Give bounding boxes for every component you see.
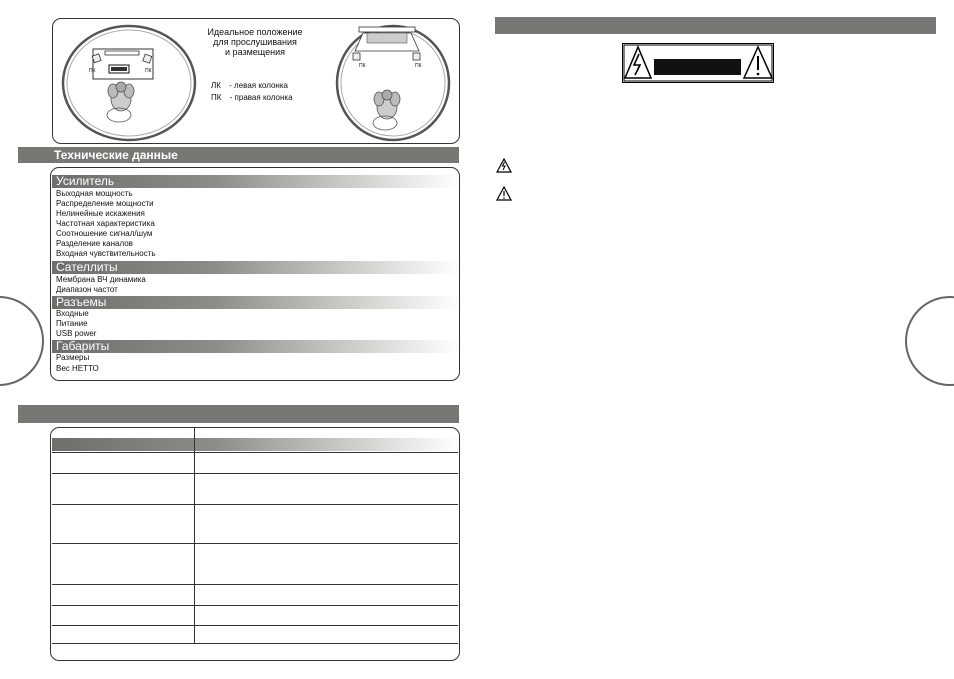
table-row-divider	[52, 605, 458, 606]
spec-label: Нелинейные искажения	[56, 209, 145, 218]
spec-label: Частотная характеристика	[56, 219, 155, 228]
table-row-divider	[52, 452, 458, 453]
spec-label: USB power	[56, 329, 97, 338]
section-bar	[18, 405, 459, 423]
spec-label: Мембрана ВЧ динамика	[56, 275, 146, 284]
spec-label: Диапазон частот	[56, 285, 118, 294]
caution-black-bar	[654, 59, 741, 75]
page-tab-circle	[905, 296, 954, 386]
left-diagram-right-tag: ПК	[145, 68, 152, 74]
legend-code: ПК	[211, 93, 222, 102]
legend-code: ЛК	[211, 81, 221, 90]
spec-label: Разделение каналов	[56, 239, 133, 248]
table-row-divider	[52, 473, 458, 474]
table-row-divider	[52, 643, 458, 644]
group-title: Сателлиты	[56, 260, 118, 274]
legend-left	[211, 81, 288, 91]
desk-icon	[359, 27, 415, 32]
right-diagram-left-tag: ПК	[359, 63, 366, 69]
safety-section-bar	[495, 17, 936, 34]
lightning-warning-icon	[496, 158, 512, 173]
left-diagram-left-tag: ПК	[89, 68, 96, 74]
table-row-divider	[52, 625, 458, 626]
legend-right	[211, 93, 293, 103]
group-header-connectors	[52, 296, 458, 309]
left-speaker-icon	[353, 53, 360, 60]
spec-label: Выходная мощность	[56, 189, 133, 198]
spec-label: Распределение мощности	[56, 199, 154, 208]
table-row-divider	[52, 504, 458, 505]
spec-label: Входная чувствительность	[56, 249, 156, 258]
spec-label: Вес НЕТТО	[56, 364, 99, 373]
group-title: Габариты	[56, 339, 110, 353]
placement-title	[185, 27, 325, 57]
placement-title-line: Идеальное положение	[207, 27, 303, 37]
spec-label: Соотношение сигнал/шум	[56, 229, 153, 238]
group-title: Усилитель	[56, 174, 115, 188]
table-row-divider	[52, 584, 458, 585]
page-tab-circle	[0, 296, 44, 386]
table-column-divider	[194, 427, 195, 643]
exclamation-warning-icon	[496, 186, 512, 201]
spec-label: Питание	[56, 319, 88, 328]
spec-label: Размеры	[56, 353, 90, 362]
placement-title-line: для прослушивания	[213, 37, 297, 47]
tech-title: Технические данные	[54, 148, 178, 162]
caution-label	[622, 43, 774, 83]
right-listening-diagram	[333, 21, 457, 143]
right-diagram-right-tag: ПК	[415, 63, 422, 69]
table-row-divider	[52, 543, 458, 544]
placement-panel	[52, 18, 460, 144]
group-header-satellites	[52, 261, 458, 274]
room-circle	[63, 26, 195, 140]
group-header-amplifier	[52, 175, 458, 188]
table-header	[52, 438, 458, 451]
right-speaker-icon	[413, 53, 420, 60]
group-header-dimensions	[52, 340, 458, 353]
placement-title-line: и размещения	[225, 47, 285, 57]
legend-text: - правая колонка	[229, 93, 293, 102]
group-title: Разъемы	[56, 295, 107, 309]
spec-label: Входные	[56, 309, 89, 318]
legend-text: - левая колонка	[229, 81, 288, 90]
